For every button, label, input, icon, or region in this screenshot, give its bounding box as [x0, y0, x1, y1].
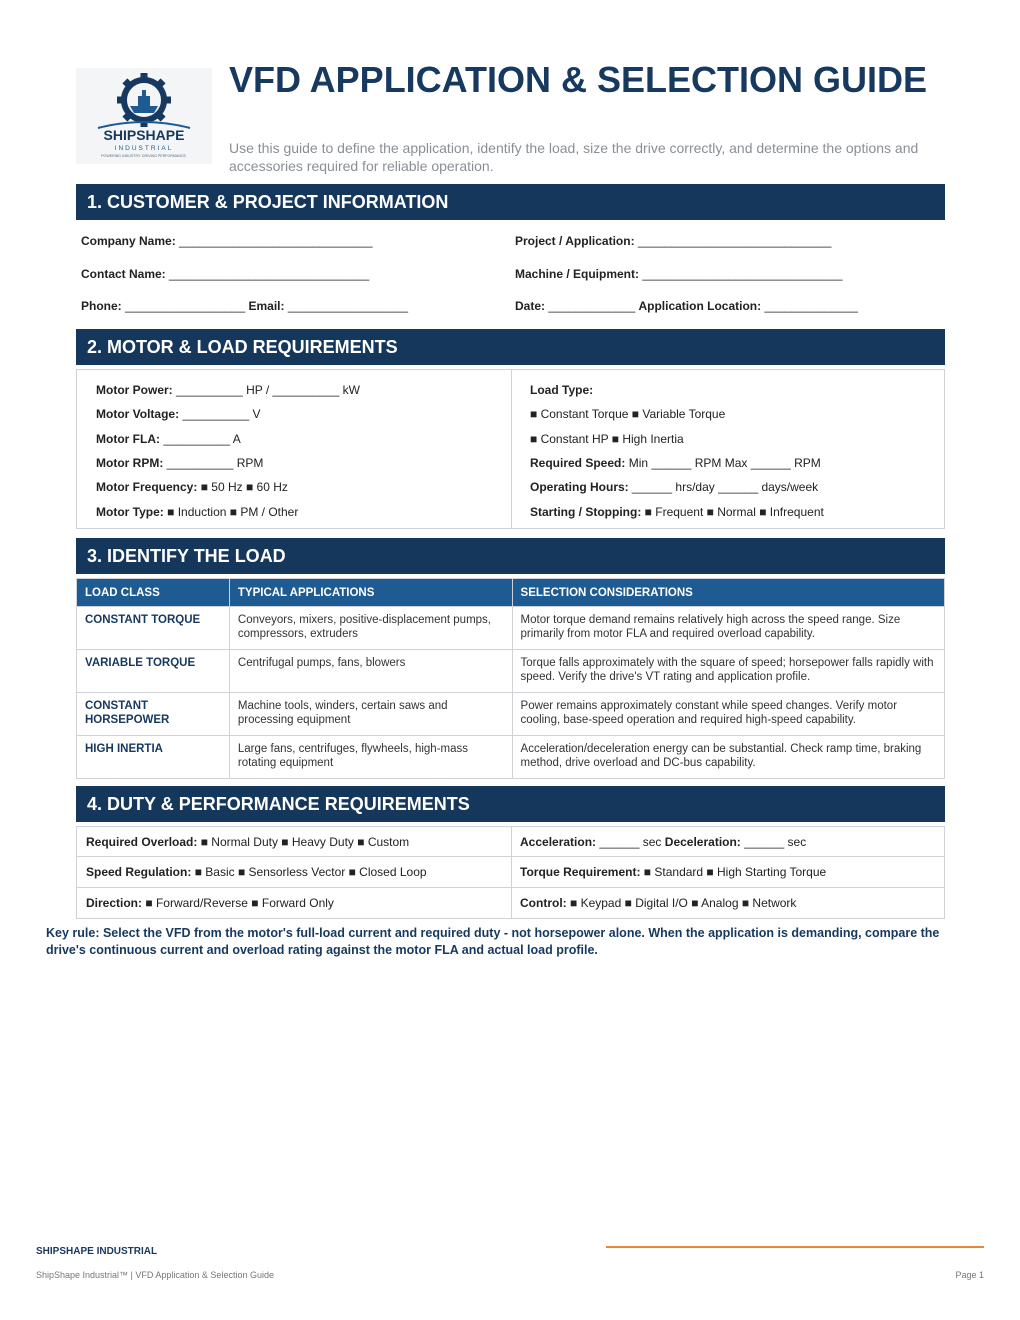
motor-rpm-value[interactable]: __________ RPM	[166, 456, 264, 470]
motor-voltage-label: Motor Voltage:	[96, 407, 180, 421]
motor-rpm-field[interactable]	[96, 456, 263, 470]
load-class-cell: HIGH INERTIA	[77, 736, 230, 779]
motor-rpm-label: Motor RPM:	[96, 456, 164, 470]
deceleration-label: Deceleration:	[664, 835, 741, 849]
column-divider	[511, 370, 512, 528]
contact-name-blank[interactable]: ______________________________	[169, 267, 370, 281]
motor-voltage-value[interactable]: __________ V	[182, 407, 261, 421]
selection-considerations-cell: Acceleration/deceleration energy can be substantial. Check ramp time, braking method, drive overload and DC-bus capability.	[512, 736, 944, 779]
phone-blank[interactable]: __________________	[125, 299, 246, 313]
gear-ship-icon	[76, 68, 212, 164]
control-options[interactable]: ■ Keypad ■ Digital I/O ■ Analog ■ Network	[570, 896, 797, 910]
required-speed-field[interactable]	[530, 456, 821, 470]
table-header-row	[77, 579, 945, 607]
page-number: Page 1	[955, 1270, 984, 1280]
footer-document-info: ShipShape Industrial™ | VFD Application & Selection Guide	[36, 1270, 274, 1280]
torque-requirement-label: Torque Requirement:	[520, 865, 641, 879]
speed-regulation-options[interactable]: ■ Basic ■ Sensorless Vector ■ Closed Loop	[194, 865, 427, 879]
motor-frequency-options[interactable]: ■ 50 Hz ■ 60 Hz	[200, 480, 288, 494]
operating-hours-field[interactable]	[530, 480, 818, 494]
torque-requirement-field[interactable]	[511, 857, 826, 887]
direction-field[interactable]	[77, 888, 334, 918]
project-application-field[interactable]	[515, 234, 831, 248]
section-1-header: 1. CUSTOMER & PROJECT INFORMATION	[76, 184, 945, 220]
date-blank[interactable]: _____________	[548, 299, 636, 313]
deceleration-value[interactable]: ______ sec	[744, 835, 807, 849]
motor-type-field[interactable]	[96, 505, 298, 519]
table-row	[77, 736, 945, 779]
section-4-header: 4. DUTY & PERFORMANCE REQUIREMENTS	[76, 786, 945, 822]
contact-name-label: Contact Name:	[81, 267, 166, 281]
date-location-field[interactable]	[515, 299, 858, 313]
typical-applications-cell: Machine tools, winders, certain saws and processing equipment	[229, 693, 512, 736]
motor-power-field[interactable]	[96, 383, 360, 397]
motor-fla-field[interactable]	[96, 432, 241, 446]
section-3-header: 3. IDENTIFY THE LOAD	[76, 538, 945, 574]
load-class-cell: VARIABLE TORQUE	[77, 650, 230, 693]
selection-considerations-cell: Power remains approximately constant while speed changes. Verify motor cooling, base-speed operation and required high-speed capability.	[512, 693, 944, 736]
section-2-header: 2. MOTOR & LOAD REQUIREMENTS	[76, 329, 945, 365]
column-header-load-class: LOAD CLASS	[77, 579, 230, 607]
footer-accent-line	[606, 1246, 984, 1248]
typical-applications-cell: Centrifugal pumps, fans, blowers	[229, 650, 512, 693]
required-speed-label: Required Speed:	[530, 456, 626, 470]
torque-requirement-options[interactable]: ■ Standard ■ High Starting Torque	[643, 865, 827, 879]
operating-hours-label: Operating Hours:	[530, 480, 629, 494]
typical-applications-cell: Large fans, centrifuges, flywheels, high-mass rotating equipment	[229, 736, 512, 779]
duty-row-speed	[76, 857, 945, 888]
motor-frequency-field[interactable]	[96, 480, 288, 494]
location-label: Application Location:	[638, 299, 762, 313]
motor-type-options[interactable]: ■ Induction ■ PM / Other	[167, 505, 299, 519]
starting-stopping-label: Starting / Stopping:	[530, 505, 642, 519]
column-header-typical-applications: TYPICAL APPLICATIONS	[229, 579, 512, 607]
selection-considerations-cell: Torque falls approximately with the square of speed; horsepower falls rapidly with speed. Verify the drive's VT rating and application profile.	[512, 650, 944, 693]
phone-label: Phone:	[81, 299, 122, 313]
machine-equipment-blank[interactable]: ______________________________	[642, 267, 843, 281]
acceleration-value[interactable]: ______ sec	[599, 835, 662, 849]
load-class-cell: CONSTANT HORSEPOWER	[77, 693, 230, 736]
typical-applications-cell: Conveyors, mixers, positive-displacement pumps, compressors, extruders	[229, 607, 512, 650]
load-type-options-1[interactable]	[530, 407, 725, 421]
motor-load-box	[76, 369, 945, 529]
motor-fla-label: Motor FLA:	[96, 432, 160, 446]
motor-frequency-label: Motor Frequency:	[96, 480, 198, 494]
logo-wordmark: SHIPSHAPE	[103, 127, 185, 143]
load-class-cell: CONSTANT TORQUE	[77, 607, 230, 650]
contact-name-field[interactable]	[81, 267, 369, 281]
table-row	[77, 607, 945, 650]
project-application-label: Project / Application:	[515, 234, 635, 248]
control-label: Control:	[520, 896, 567, 910]
page-title: VFD APPLICATION & SELECTION GUIDE	[229, 59, 928, 100]
motor-fla-value[interactable]: __________ A	[163, 432, 241, 446]
table-row	[77, 693, 945, 736]
load-type-options-hp-inertia[interactable]: ■ Constant HP ■ High Inertia	[530, 432, 684, 446]
duty-row-overload	[76, 826, 945, 857]
control-field[interactable]	[511, 888, 796, 918]
logo-subtext: INDUSTRIAL	[114, 145, 174, 152]
company-name-blank[interactable]: _____________________________	[179, 234, 373, 248]
direction-options[interactable]: ■ Forward/Reverse ■ Forward Only	[145, 896, 334, 910]
motor-voltage-field[interactable]	[96, 407, 261, 421]
company-name-field[interactable]	[81, 234, 373, 248]
starting-stopping-options[interactable]: ■ Frequent ■ Normal ■ Infrequent	[644, 505, 824, 519]
phone-email-field[interactable]	[81, 299, 408, 313]
required-speed-value[interactable]: Min ______ RPM Max ______ RPM	[628, 456, 821, 470]
footer-brand: SHIPSHAPE INDUSTRIAL	[36, 1246, 158, 1257]
logo-tagline: POWERING INDUSTRY. DRIVING PERFORMANCE.	[101, 154, 187, 158]
load-type-options-torque[interactable]: ■ Constant Torque ■ Variable Torque	[530, 407, 726, 421]
motor-power-value[interactable]: __________ HP / __________ kW	[176, 383, 360, 397]
machine-equipment-field[interactable]	[515, 267, 843, 281]
key-rule-note: Key rule: Select the VFD from the motor's full-load current and required duty - not horsepower alone. When the application is demanding, compare the drive's continuous current and overload rating against the motor FLA and actual load profile.	[46, 926, 940, 957]
motor-power-label: Motor Power:	[96, 383, 173, 397]
load-type-field	[530, 383, 593, 397]
required-overload-options[interactable]: ■ Normal Duty ■ Heavy Duty ■ Custom	[200, 835, 410, 849]
company-logo	[76, 68, 212, 164]
date-label: Date:	[515, 299, 546, 313]
motor-type-label: Motor Type:	[96, 505, 164, 519]
required-overload-field[interactable]	[77, 827, 409, 857]
load-type-options-2[interactable]	[530, 432, 684, 446]
acceleration-label: Acceleration:	[520, 835, 597, 849]
load-type-label: Load Type:	[530, 383, 594, 397]
project-application-blank[interactable]: _____________________________	[637, 234, 832, 248]
operating-hours-value[interactable]: ______ hrs/day ______ days/week	[632, 480, 819, 494]
email-blank[interactable]: __________________	[287, 299, 408, 313]
machine-equipment-label: Machine / Equipment:	[515, 267, 640, 281]
speed-regulation-field[interactable]	[77, 857, 427, 887]
starting-stopping-field[interactable]	[530, 505, 824, 519]
company-name-label: Company Name:	[81, 234, 176, 248]
speed-regulation-label: Speed Regulation:	[86, 865, 192, 879]
column-header-selection-considerations: SELECTION CONSIDERATIONS	[512, 579, 944, 607]
duty-row-direction	[76, 888, 945, 919]
document-header	[76, 60, 946, 176]
table-row	[77, 650, 945, 693]
selection-considerations-cell: Motor torque demand remains relatively high across the speed range. Size primarily from motor FLA and required overload capability.	[512, 607, 944, 650]
page-subtitle: Use this guide to define the application, identify the load, size the drive correctly, and determine the options and accessories required for reliable operation.	[229, 140, 919, 174]
accel-decel-field[interactable]	[511, 827, 806, 857]
email-label: Email:	[248, 299, 285, 313]
required-overload-label: Required Overload:	[86, 835, 198, 849]
location-blank[interactable]: ______________	[764, 299, 858, 313]
direction-label: Direction:	[86, 896, 143, 910]
load-class-table	[76, 578, 945, 779]
